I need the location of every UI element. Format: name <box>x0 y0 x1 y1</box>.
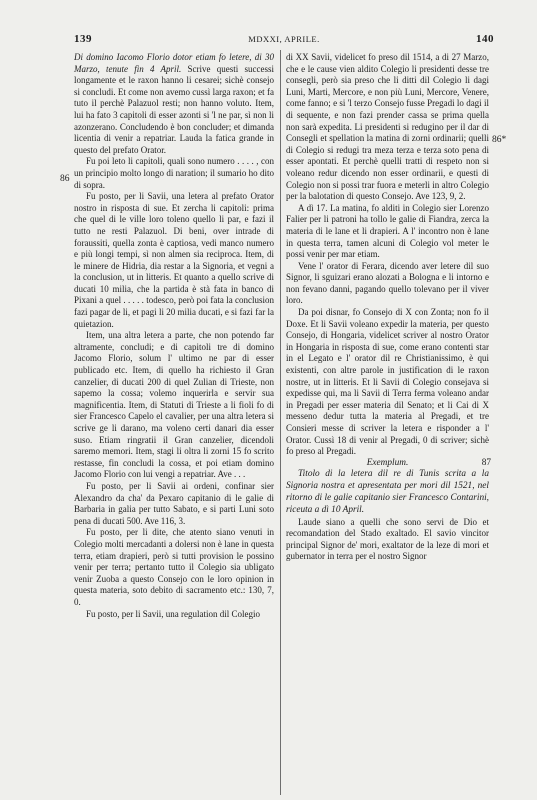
paragraph-4: Item, una altra letera a parte, che non potendo far altramente, concludi; e di capitoli tre di domino Jacomo Florio, solum l' ultimo ne par di esser publicado etc. Item, di quello ha richiesto il Gran canzelier, di ducati 200 di quel Zulian di Trieste, non sapemo la cossa; volemo inquerirla e servir sua magnificentia. Item, di Statuti di Trieste a li fioli fo di sier Francesco Capelo el cavalier, per una altra letera si scrive ge li darano, ma voleno certi danari dia esser suso. Etiam ringratii il Gran canzelier, dicendoli saremo memori. Item, stagi li oltra li zorni 15 fo scrito restasse, fin concludi la cossa, et poi etiam domino Jacomo Florio con lui vengi a repatriar. Ave . . . <box>74 330 274 480</box>
paragraph-5: Fu posto, per li Savii ai ordeni, confinar sier Alexandro da cha' da Pexaro capitanio di le galie di Barbaria in galia per tutto Sabato, e si parti Luni soto pena di ducati 500. Ave 116, 3. <box>74 480 274 526</box>
paragraph-6: Fu posto, per li dite, che atento siano venuti in Colegio molti mercadanti a dolersi non è lane in questa terra, etiam drapieri, però si tutti provision le possino venir per terra; pertanto tutto il Colegio sia ubligato venir Zuoba a questo Consejo con le loro opinion in questa materia, soto debito di sacramento etc.: 130, 7, 0. <box>74 527 274 607</box>
right-column <box>286 52 489 563</box>
left-column <box>74 52 274 620</box>
paragraph-11: Da poi disnar, fo Consejo di X con Zonta; non fo il Doxe. Et li Savii voleano expedir la materia, per questo Consejo, di Hongaria, videlicet scriver al nostro Orator in Hongaria in risposta di sue, come erano contenti star in el Legato e l' orator dil re Christianissimo, è qui existenti, con altre parole in justification di le raxon nostre, ut in litteris. Et li Savii di Colegio consejava si expedisse qui, ma li Savii di Terra ferma voleano andar in Pregadi per esser materia dil Senato; et li Cai di X messeno dedur tutta la materia al Pregadi, et tre Consieri messe di scriver la letera e risponder a l' Orator. Cussì 18 di venir al Pregadi, 0 di scriver; sichè fo preso al Pregadi. <box>286 307 489 457</box>
paragraph-7: Fu posto, per li Savii, una regulation dil Colegio <box>86 608 260 619</box>
paragraph-2: Fu poi leto li capitoli, quali sono numero . . . . , con un principio molto longo di naration; il sumario ho dito di sopra. <box>74 156 274 190</box>
page-number-left: 139 <box>74 33 92 45</box>
paragraph-text: Scrive questi successi longamente et le raxon hanno li cesarei; sichè consejo si concludi. Et come non avemo cussì larga raxon; et fa tuto il perchè Palazuol resti; non hanno voluto. Item, lui ha fato 3 capitoli di esser azonti si 'l ne par, sì non li azonzerano. Concludendo è bon concluder; et dimanda licentia di venir a repatriar. Lauda la fatica grande in questo del prefato Orator. <box>74 63 275 155</box>
letter-text: Laude siano a quelli che sono servi de Dio et recomandation del Stado exaltado. El savio vincitor principal Signor de' mori, exaltator de la leze di mori et gubernator in terra per el nostro Signor <box>286 516 489 562</box>
column-divider <box>280 50 281 795</box>
page-number-right: 140 <box>476 33 494 45</box>
margin-note-right: 86* <box>492 135 507 145</box>
running-title: MDXXI, APRILE. <box>248 34 320 44</box>
exemplum-number: 87 <box>481 457 491 468</box>
exemplum-label: Exemplum. <box>366 457 409 468</box>
paragraph-9: A dì 17. La matina, fo alditi in Colegio sier Lorenzo Falier per li patroni ha tollo le galie di Fiandra, zerca la materia di le lane et li drapieri. A l' incontro non è lane in questa terra, tamen alcuni di Colegio vol meter le possi venir per mar etiam. <box>286 202 489 260</box>
letter-heading: Di domino Iacomo Florio dotor etiam fo letere, di 30 Marzo, tenute fin 4 April. <box>74 52 274 74</box>
paragraph-10: Vene l' orator di Ferara, dicendo aver letere dil suo Signor, li sguizari erano alozati a Bologna e li intorno e non fevano danni, pagando quello tolevano per il viver loro. <box>286 260 489 306</box>
running-header <box>74 33 494 47</box>
paragraph-3: Fu posto, per li Savii, una letera al prefato Orator nostro in risposta di sue. Et zercha li capitoli: prima che quel di le ville loro toleno quello li par, e fazi il tutto ne resti Palazuol. Di beni, over intrade di foraussiti, quella zonta è captiosa, vedi manco numero e più longi tempi, sì non almen sia reciproca. Item, di le minere de Hidria, dia restar a la Signoria, et vegni a la conclusion, ut in litteris. Et quanto a quello scrive di ducati 10 milia, che la partida è stà fata in banco di Pixani a quel . . . . . todesco, però poi fata la conclusion fazi pagar de li, et pagi li 20 milia ducati, e si fazi far la quietazion. <box>74 191 274 329</box>
margin-note-left: 86 <box>60 174 70 184</box>
paragraph-8: di XX Savii, videlicet fo preso dil 1514, a di 27 Marzo, che e le cause vien aldito Colegio li presidenti desse tre consegli, però sia preso che li ditti dil Colegio li dagi Luni, Marti, Mercore, e non più Luni, Mercore, Venere, come fanno; e si 'l terzo Consejo fusse Pregadi lo dagi il di sequente, e non fazi prender cassa se prima quella non sarà expedita. Li presidenti si redugino per il dar di Consegli et spellation la matina di zorni ordinarii; quelli di Colegio si redugi tra meza terza e terza soto pena di esser apontati. Et perchè quelli tratti di respeto non si voleano redur dicendo non esser ordinarii, e questi di Colegio non si possi trar fuora e meterli in altro Colegio per la balotation di questo Consejo. Ave 123, 9, 2. <box>286 52 489 202</box>
exemplum-heading <box>286 458 489 470</box>
paragraph-1 <box>74 52 274 156</box>
letter-title: Titolo di la letera dil re di Tunis scrita a la Signoria nostra et apresentata per mori dil 1521, nel ritorno di le galie capitanio sier Francesco Contarini, riceuta a dì 10 April. <box>286 469 489 515</box>
